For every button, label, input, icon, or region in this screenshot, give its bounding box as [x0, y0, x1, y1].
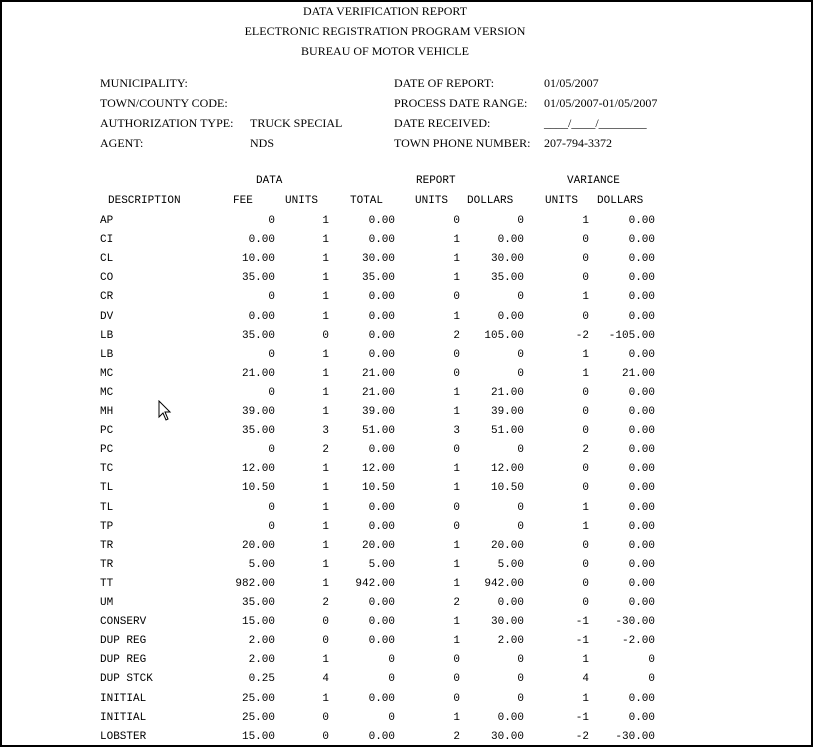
cell-variance-dollars: 0.00 [628, 577, 655, 590]
cell-data-units: 0 [322, 711, 329, 724]
cell-description: CI [100, 234, 114, 247]
cell-report-units: 0 [453, 501, 460, 514]
cell-description: AP [100, 215, 114, 227]
cell-total: 942.00 [355, 577, 395, 590]
cell-variance-units: -1 [575, 616, 589, 629]
cell-fee: 10.00 [241, 253, 275, 266]
cell-total: 39.00 [361, 406, 395, 418]
process-date-range-value: 01/05/2007-01/05/2007 [544, 96, 658, 110]
cell-description: MC [100, 386, 114, 399]
cell-description: CR [100, 291, 114, 304]
cell-report-units: 1 [453, 558, 460, 571]
cell-variance-units: 0 [582, 234, 589, 247]
table-row [0, 502, 816, 521]
cell-data-units: 4 [322, 673, 329, 686]
cell-total: 0.00 [368, 616, 395, 629]
cell-variance-units: 1 [582, 501, 589, 514]
cell-variance-dollars: 0.00 [628, 444, 655, 457]
cell-data-units: 2 [322, 444, 329, 457]
mouse-pointer-arrow-icon [158, 400, 172, 422]
cell-total: 0.00 [368, 730, 395, 743]
cell-description: DV [100, 310, 114, 323]
cell-fee: 0 [268, 520, 275, 533]
cell-total: 0.00 [368, 234, 395, 247]
cell-total: 30.00 [361, 253, 395, 266]
cell-total: 5.00 [368, 558, 395, 571]
cell-fee: 0 [268, 348, 275, 361]
group-header-data: DATA [256, 175, 283, 187]
group-header-report: REPORT [416, 175, 456, 187]
cell-data-units: 1 [322, 386, 329, 399]
agent-value: NDS [250, 136, 275, 150]
cell-description: TR [100, 558, 114, 571]
table-row [0, 654, 816, 673]
cell-data-units: 1 [322, 215, 329, 227]
cell-total: 0.00 [368, 520, 395, 533]
cell-variance-units: 4 [582, 673, 589, 686]
cell-variance-units: 0 [582, 253, 589, 266]
cell-report-units: 0 [453, 444, 460, 457]
cell-data-units: 0 [322, 329, 329, 342]
cell-variance-units: 0 [582, 386, 589, 399]
cell-fee: 0 [268, 291, 275, 304]
cell-report-units: 1 [453, 272, 460, 285]
cell-report-dollars: 0.00 [497, 310, 524, 323]
date-of-report-label: DATE OF REPORT: [394, 76, 495, 90]
authorization-type-value: TRUCK SPECIAL [250, 116, 343, 130]
table-row [0, 635, 816, 654]
cell-description: CL [100, 253, 114, 266]
date-received-value: ____/____/________ [544, 116, 647, 130]
authorization-type-label: AUTHORIZATION TYPE: [100, 116, 234, 130]
cell-fee: 12.00 [241, 463, 275, 476]
cell-variance-units: 0 [582, 272, 589, 285]
cell-report-dollars: 10.50 [490, 482, 524, 495]
cell-data-units: 1 [322, 406, 329, 418]
cell-report-dollars: 0.00 [497, 597, 524, 609]
cell-report-dollars: 21.00 [490, 386, 524, 399]
cell-variance-dollars: -2.00 [621, 635, 655, 648]
cell-report-dollars: 35.00 [490, 272, 524, 285]
table-row [0, 482, 816, 501]
cell-fee: 25.00 [241, 711, 275, 724]
cell-fee: 0 [268, 215, 275, 227]
cell-variance-dollars: 0.00 [628, 234, 655, 247]
cell-report-units: 0 [453, 673, 460, 686]
table-row [0, 234, 816, 253]
cell-data-units: 1 [322, 291, 329, 304]
cell-variance-dollars: 0.00 [628, 253, 655, 266]
cell-description: TL [100, 482, 114, 495]
cell-data-units: 1 [322, 654, 329, 667]
cell-description: INITIAL [100, 692, 147, 705]
cell-total: 21.00 [361, 367, 395, 380]
cell-variance-units: 1 [582, 348, 589, 361]
cell-report-dollars: 0 [517, 520, 524, 533]
cell-data-units: 0 [322, 616, 329, 629]
date-of-report-value: 01/05/2007 [544, 76, 599, 90]
cell-report-dollars: 30.00 [490, 253, 524, 266]
cell-description: INITIAL [100, 711, 147, 724]
table-row [0, 540, 816, 559]
cell-variance-dollars: 0.00 [628, 558, 655, 571]
cell-report-units: 1 [453, 234, 460, 247]
report-bureau: BUREAU OF MOTOR VEHICLE [301, 44, 469, 58]
cell-fee: 0 [268, 386, 275, 399]
cell-description: DUP REG [100, 654, 147, 667]
cell-fee: 982.00 [235, 577, 275, 590]
cell-variance-units: -1 [575, 711, 589, 724]
cell-report-units: 1 [453, 310, 460, 323]
cell-data-units: 0 [322, 730, 329, 743]
column-header-description: DESCRIPTION [108, 195, 181, 207]
cell-data-units: 0 [322, 635, 329, 648]
cell-variance-dollars: -30.00 [615, 616, 655, 629]
cell-total: 21.00 [361, 386, 395, 399]
cell-report-units: 1 [453, 406, 460, 418]
cell-description: PC [100, 444, 114, 457]
table-row [0, 731, 816, 750]
cell-fee: 0 [268, 501, 275, 514]
cell-report-units: 1 [453, 577, 460, 590]
cell-report-units: 1 [453, 539, 460, 552]
cell-total: 0.00 [368, 329, 395, 342]
cell-fee: 2.00 [248, 654, 275, 667]
cell-report-units: 1 [453, 711, 460, 724]
cell-fee: 0 [268, 444, 275, 457]
cell-report-dollars: 0 [517, 367, 524, 380]
cell-report-units: 2 [453, 329, 460, 342]
cell-data-units: 1 [322, 558, 329, 571]
cell-report-units: 0 [453, 291, 460, 304]
cell-report-dollars: 30.00 [490, 730, 524, 743]
table-row [0, 253, 816, 272]
cell-data-units: 1 [322, 482, 329, 495]
cell-variance-dollars: 0.00 [628, 291, 655, 304]
cell-variance-units: 0 [582, 539, 589, 552]
cell-variance-units: 1 [582, 215, 589, 227]
cell-variance-units: -2 [575, 730, 589, 743]
cell-report-units: 1 [453, 635, 460, 648]
cell-variance-dollars: 0.00 [628, 597, 655, 609]
cell-variance-dollars: 0.00 [628, 425, 655, 438]
cell-variance-units: -2 [575, 329, 589, 342]
cell-variance-units: 0 [582, 558, 589, 571]
table-row [0, 463, 816, 482]
report-title: DATA VERIFICATION REPORT [302, 4, 468, 18]
cell-report-dollars: 0 [517, 348, 524, 361]
cell-report-units: 1 [453, 616, 460, 629]
table-row [0, 311, 816, 330]
column-header-variance-units: UNITS [545, 195, 579, 207]
table-row [0, 406, 816, 425]
cell-fee: 0.00 [248, 234, 275, 247]
cell-variance-units: 0 [582, 577, 589, 590]
cell-report-dollars: 0 [517, 673, 524, 686]
table-row [0, 673, 816, 692]
cell-data-units: 3 [322, 425, 329, 438]
cell-data-units: 1 [322, 272, 329, 285]
cell-total: 0.00 [368, 635, 395, 648]
cell-data-units: 1 [322, 310, 329, 323]
cell-variance-dollars: 0.00 [628, 406, 655, 418]
cell-description: TP [100, 520, 114, 533]
cell-data-units: 1 [322, 348, 329, 361]
cell-fee: 35.00 [241, 425, 275, 438]
municipality-label: MUNICIPALITY: [100, 76, 188, 90]
cell-description: TC [100, 463, 114, 476]
cell-description: MC [100, 367, 114, 380]
cell-variance-dollars: 21.00 [621, 367, 655, 380]
cell-description: LOBSTER [100, 730, 147, 743]
cell-report-units: 0 [453, 692, 460, 705]
table-row [0, 387, 816, 406]
town-county-code-label: TOWN/COUNTY CODE: [100, 96, 228, 110]
cell-variance-dollars: -105.00 [608, 329, 655, 342]
table-row [0, 521, 816, 540]
table-row [0, 272, 816, 291]
cell-variance-dollars: 0.00 [628, 539, 655, 552]
cell-total: 51.00 [361, 425, 395, 438]
cell-description: DUP STCK [100, 673, 153, 686]
cell-variance-dollars: 0.00 [628, 215, 655, 227]
cell-report-units: 1 [453, 386, 460, 399]
cell-variance-units: 0 [582, 310, 589, 323]
cell-variance-dollars: -30.00 [615, 730, 655, 743]
cell-data-units: 1 [322, 367, 329, 380]
table-row [0, 616, 816, 635]
cell-report-units: 2 [453, 730, 460, 743]
cell-fee: 2.00 [248, 635, 275, 648]
cell-data-units: 1 [322, 234, 329, 247]
cell-variance-units: 1 [582, 520, 589, 533]
table-row [0, 215, 816, 234]
cell-total: 0 [388, 673, 395, 686]
cell-total: 0.00 [368, 291, 395, 304]
cell-data-units: 1 [322, 539, 329, 552]
cell-report-dollars: 0 [517, 291, 524, 304]
column-header-data-units: UNITS [285, 195, 319, 207]
cell-report-dollars: 12.00 [490, 463, 524, 476]
cell-total: 35.00 [361, 272, 395, 285]
cell-report-units: 0 [453, 215, 460, 227]
cell-report-dollars: 39.00 [490, 406, 524, 418]
cell-report-dollars: 5.00 [497, 558, 524, 571]
cell-fee: 15.00 [241, 730, 275, 743]
table-row [0, 425, 816, 444]
cell-description: CO [100, 272, 114, 285]
table-row [0, 597, 816, 616]
cell-report-units: 0 [453, 654, 460, 667]
cell-data-units: 1 [322, 692, 329, 705]
cell-total: 0 [388, 711, 395, 724]
cell-description: LB [100, 329, 114, 342]
table-row [0, 349, 816, 368]
cell-fee: 21.00 [241, 367, 275, 380]
group-header-variance: VARIANCE [567, 175, 620, 187]
table-row [0, 368, 816, 387]
cell-total: 10.50 [361, 482, 395, 495]
cell-description: CONSERV [100, 616, 147, 629]
cell-total: 0.00 [368, 444, 395, 457]
cell-variance-dollars: 0.00 [628, 348, 655, 361]
column-header-fee: FEE [233, 195, 253, 207]
cell-fee: 15.00 [241, 616, 275, 629]
cell-fee: 39.00 [241, 406, 275, 418]
table-row [0, 330, 816, 349]
cell-total: 0 [388, 654, 395, 667]
cell-variance-units: 1 [582, 291, 589, 304]
cell-report-units: 1 [453, 482, 460, 495]
report-subtitle: ELECTRONIC REGISTRATION PROGRAM VERSION [244, 24, 526, 38]
cell-variance-units: 0 [582, 482, 589, 495]
column-header-total: TOTAL [350, 195, 384, 207]
cell-variance-units: 0 [582, 406, 589, 418]
cell-variance-units: 1 [582, 654, 589, 667]
cell-variance-dollars: 0.00 [628, 501, 655, 514]
cell-fee: 10.50 [241, 482, 275, 495]
cell-report-dollars: 51.00 [490, 425, 524, 438]
cell-description: DUP REG [100, 635, 147, 648]
process-date-range-label: PROCESS DATE RANGE: [394, 96, 528, 110]
cell-variance-dollars: 0.00 [628, 310, 655, 323]
cell-report-dollars: 0.00 [497, 711, 524, 724]
cell-variance-units: -1 [575, 635, 589, 648]
cell-variance-units: 0 [582, 463, 589, 476]
cell-description: PC [100, 425, 114, 438]
cell-description: TL [100, 501, 114, 514]
cell-total: 0.00 [368, 501, 395, 514]
cell-fee: 35.00 [241, 329, 275, 342]
table-row [0, 559, 816, 578]
cell-total: 0.00 [368, 215, 395, 227]
cell-report-dollars: 30.00 [490, 616, 524, 629]
cell-description: UM [100, 597, 114, 609]
cell-report-dollars: 20.00 [490, 539, 524, 552]
cell-description: MH [100, 406, 114, 418]
cell-total: 20.00 [361, 539, 395, 552]
cell-report-units: 1 [453, 253, 460, 266]
cell-report-dollars: 105.00 [484, 329, 524, 342]
cell-variance-units: 1 [582, 367, 589, 380]
table-row [0, 712, 816, 731]
cell-data-units: 1 [322, 520, 329, 533]
cell-variance-dollars: 0 [648, 654, 655, 667]
cell-report-dollars: 942.00 [484, 577, 524, 590]
cell-data-units: 1 [322, 463, 329, 476]
date-received-label: DATE RECEIVED: [394, 116, 491, 130]
cell-description: TR [100, 539, 114, 552]
cell-fee: 20.00 [241, 539, 275, 552]
cell-data-units: 2 [322, 597, 329, 609]
cell-data-units: 1 [322, 253, 329, 266]
cell-fee: 35.00 [241, 272, 275, 285]
cell-fee: 25.00 [241, 692, 275, 705]
table-row [0, 291, 816, 310]
cell-total: 0.00 [368, 597, 395, 609]
cell-report-dollars: 0 [517, 501, 524, 514]
cell-fee: 35.00 [241, 597, 275, 609]
cell-fee: 0.25 [248, 673, 275, 686]
table-row [0, 444, 816, 463]
cell-report-dollars: 0 [517, 654, 524, 667]
cell-variance-units: 0 [582, 425, 589, 438]
cell-variance-dollars: 0.00 [628, 520, 655, 533]
cell-fee: 5.00 [248, 558, 275, 571]
cell-report-dollars: 0.00 [497, 234, 524, 247]
cell-report-dollars: 0 [517, 444, 524, 457]
cell-report-units: 3 [453, 425, 460, 438]
column-header-report-units: UNITS [415, 195, 449, 207]
cell-variance-dollars: 0.00 [628, 482, 655, 495]
cell-total: 0.00 [368, 310, 395, 323]
cell-report-dollars: 0 [517, 692, 524, 705]
cell-report-units: 0 [453, 348, 460, 361]
cell-report-units: 0 [453, 520, 460, 533]
cell-description: TT [100, 577, 114, 590]
table-row [0, 578, 816, 597]
cell-variance-dollars: 0.00 [628, 386, 655, 399]
town-phone-number-value: 207-794-3372 [544, 136, 612, 150]
cell-report-dollars: 0 [517, 215, 524, 227]
cell-variance-units: 2 [582, 444, 589, 457]
cell-description: LB [100, 348, 114, 361]
cell-fee: 0.00 [248, 310, 275, 323]
cell-variance-dollars: 0 [648, 673, 655, 686]
cell-total: 0.00 [368, 692, 395, 705]
agent-label: AGENT: [100, 136, 144, 150]
cell-variance-dollars: 0.00 [628, 692, 655, 705]
cell-variance-dollars: 0.00 [628, 711, 655, 724]
cell-report-units: 2 [453, 597, 460, 609]
column-header-variance-dollars: DOLLARS [597, 195, 644, 207]
column-header-report-dollars: DOLLARS [467, 195, 514, 207]
cell-data-units: 1 [322, 577, 329, 590]
table-row [0, 693, 816, 712]
cell-data-units: 1 [322, 501, 329, 514]
town-phone-number-label: TOWN PHONE NUMBER: [394, 136, 531, 150]
cell-variance-units: 0 [582, 597, 589, 609]
cell-report-units: 0 [453, 367, 460, 380]
cell-variance-dollars: 0.00 [628, 272, 655, 285]
cell-report-units: 1 [453, 463, 460, 476]
cell-total: 12.00 [361, 463, 395, 476]
cell-report-dollars: 2.00 [497, 635, 524, 648]
cell-variance-units: 1 [582, 692, 589, 705]
cell-total: 0.00 [368, 348, 395, 361]
cell-variance-dollars: 0.00 [628, 463, 655, 476]
